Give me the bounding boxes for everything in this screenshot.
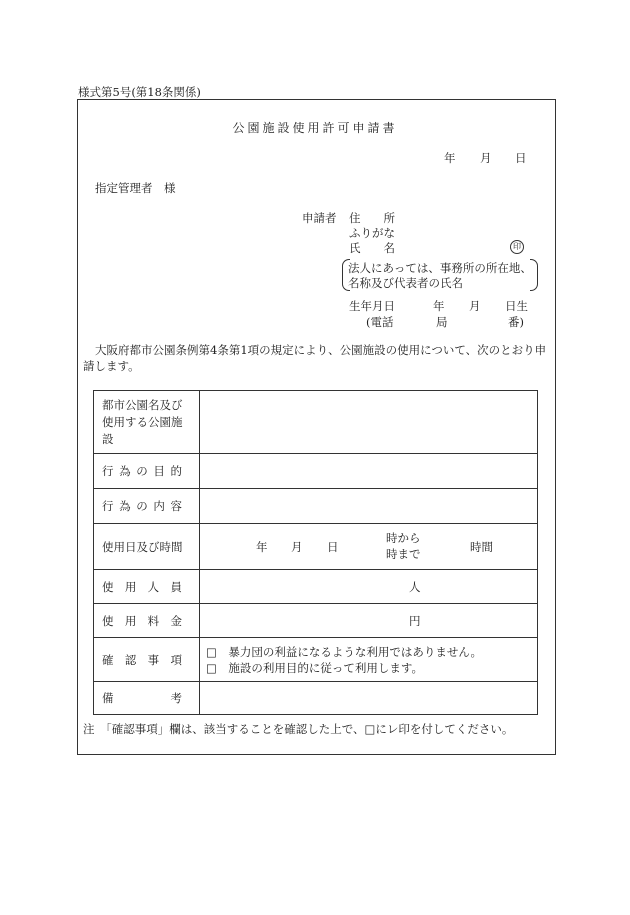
fee-label xyxy=(94,604,200,638)
table-row xyxy=(94,454,538,489)
form-number-label: 様式第5号(第18条関係) xyxy=(78,85,201,99)
confirm-char: 項 xyxy=(170,652,182,667)
fee-char: 用 xyxy=(124,613,137,628)
purpose-char: 目 xyxy=(153,464,165,478)
table-row xyxy=(94,638,538,682)
confirm-label xyxy=(94,638,200,682)
corporate-note-bracket xyxy=(342,259,538,291)
persons-char: 用 xyxy=(124,579,137,594)
purpose-label xyxy=(94,454,200,489)
corporate-note-line1: 法人にあっては、事務所の所在地、 xyxy=(348,261,532,275)
datetime-label-text: 使用日及び時間 xyxy=(102,539,183,554)
phone-open-label: (電話 xyxy=(366,315,394,329)
persons-unit: 人 xyxy=(409,580,421,594)
fee-unit: 円 xyxy=(409,614,421,628)
birth-date-label: 生年月日 xyxy=(349,299,395,313)
table-row xyxy=(94,489,538,524)
content-char: 容 xyxy=(170,499,182,513)
persons-label xyxy=(94,570,200,604)
birth-day-label: 日生 xyxy=(505,299,528,313)
confirm-char: 認 xyxy=(124,652,137,667)
persons-value[interactable] xyxy=(200,570,538,604)
confirm-char: 確 xyxy=(102,652,114,667)
remarks-char: 備 xyxy=(102,691,114,705)
applicant-label: 申請者 xyxy=(302,211,337,225)
table-row xyxy=(94,604,538,638)
content-char: 行 xyxy=(102,499,114,513)
birth-year-label: 年 xyxy=(433,299,445,313)
table-row xyxy=(94,391,538,454)
time-to: 時まで xyxy=(386,547,421,561)
time-from: 時から xyxy=(386,531,421,545)
confirm-char: 事 xyxy=(147,652,160,667)
purpose-value[interactable] xyxy=(200,454,538,489)
datetime-day: 日 xyxy=(327,540,339,554)
remarks-char: 考 xyxy=(170,691,182,705)
persons-char: 員 xyxy=(170,579,182,594)
date-month-label: 月 xyxy=(480,151,492,165)
fee-char: 金 xyxy=(170,613,182,628)
table-row xyxy=(94,524,538,570)
content-label xyxy=(94,489,200,524)
fee-char: 使 xyxy=(102,613,114,628)
footnote: 注 「確認事項」欄は、該当することを確認した上で、□にレ印を付してください。 xyxy=(83,722,514,736)
table-row xyxy=(94,682,538,715)
application-table xyxy=(93,390,538,715)
hours-label: 時間 xyxy=(470,540,493,554)
name-label: 氏 名 xyxy=(349,241,395,255)
phone-number-label: 番) xyxy=(508,315,524,329)
datetime-month: 月 xyxy=(291,540,303,554)
date-day-label: 日 xyxy=(515,151,527,165)
birth-month-label: 月 xyxy=(469,299,481,313)
park-facility-value[interactable] xyxy=(200,391,538,454)
datetime-label xyxy=(94,524,200,570)
remarks-label xyxy=(94,682,200,715)
corporate-note-line2: 名称及び代表者の氏名 xyxy=(348,276,463,290)
persons-char: 使 xyxy=(102,579,114,594)
confirm-item-2[interactable]: □ 施設の利用目的に従って利用します。 xyxy=(206,661,423,675)
purpose-char: 為 xyxy=(119,464,131,478)
confirm-value[interactable] xyxy=(200,638,538,682)
park-facility-label-text: 都市公園名及び使用する公園施設 xyxy=(102,397,183,446)
confirm-item-1[interactable]: □ 暴力団の利益になるような利用ではありません。 xyxy=(206,645,483,659)
park-facility-label xyxy=(94,391,200,454)
persons-char: 人 xyxy=(147,579,160,594)
furigana-label: ふりがな xyxy=(349,226,395,240)
datetime-value[interactable] xyxy=(200,524,538,570)
phone-area-label: 局 xyxy=(436,315,448,329)
content-char: 為 xyxy=(119,499,131,513)
remarks-value[interactable] xyxy=(200,682,538,715)
datetime-year: 年 xyxy=(256,540,268,554)
address-label: 住 所 xyxy=(349,211,395,225)
purpose-char: 行 xyxy=(102,464,114,478)
fee-value[interactable] xyxy=(200,604,538,638)
purpose-char: の xyxy=(136,464,148,478)
content-char: 内 xyxy=(153,499,165,513)
content-char: の xyxy=(136,499,148,513)
addressee: 指定管理者 様 xyxy=(95,181,176,195)
document-title: 公園施設使用許可申請書 xyxy=(232,121,398,135)
seal-mark: 印 xyxy=(510,240,524,254)
date-year-label: 年 xyxy=(444,151,456,165)
purpose-char: 的 xyxy=(170,464,182,478)
content-value[interactable] xyxy=(200,489,538,524)
table-row xyxy=(94,570,538,604)
fee-char: 料 xyxy=(147,613,160,628)
intro-paragraph: 大阪府都市公園条例第4条第1項の規定により、公園施設の使用について、次のとおり申請します。 xyxy=(83,343,547,373)
